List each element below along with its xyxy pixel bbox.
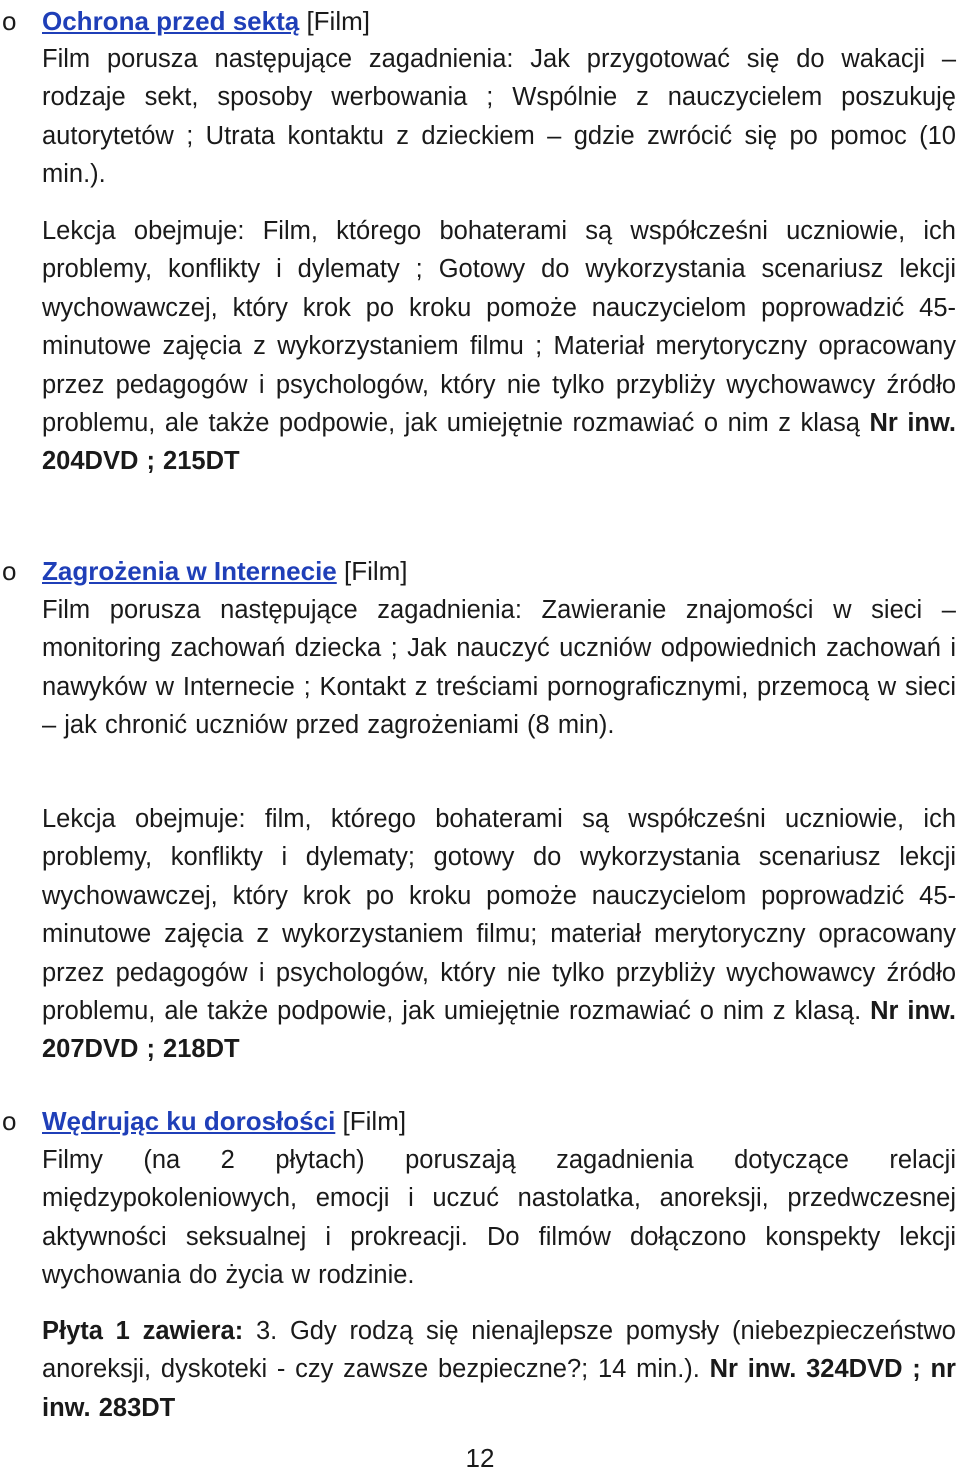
- disc-text: 3. Gdy rodzą się nienajlepsze pomysły (niebezpieczeństwo anoreksji, dyskoteki - czy zawsze bezpieczne?; 14 min.).: [42, 1317, 956, 1384]
- section-title-link[interactable]: Ochrona przed sektą: [42, 6, 300, 36]
- lesson-text: Lekcja obejmuje: Film, którego bohaterami są współcześni uczniowie, ich problemy, konflikty i dylematy ; Gotowy do wykorzystania scenariusz lekcji wychowawczej, który krok po kroku pomoże nauczycielom poprowadzić 45-minutowe zajęcia z wykorzystaniem filmu ; Materiał merytoryczny opracowany przez pedagogów i psychologów, który nie tylko przybliży wychowawcy źródło problemu, ale także podpowie, jak umiejętnie rozmawiać o nim z klasą: [42, 217, 956, 438]
- section-title-link[interactable]: Zagrożenia w Internecie: [42, 556, 337, 586]
- section-heading: [42, 552, 408, 590]
- inventory-number: Nr inw. 207DVD ; 218DT: [42, 997, 956, 1064]
- section-kind: [Film]: [342, 1106, 407, 1136]
- section-description: Film porusza następujące zagadnienia: Jak przygotować się do wakacji – rodzaje sekt, sposoby werbowania ; Wspólnie z nauczycielem poszukuję autorytetów ; Utrata kontaktu z dzieckiem – gdzie zwrócić się po pomoc (10 min.).: [42, 45, 956, 189]
- disc-contents: [42, 1312, 956, 1427]
- inventory-number: Nr inw. 324DVD ; nr inw. 283DT: [42, 1355, 956, 1422]
- bullet-marker: o: [2, 556, 17, 586]
- section-heading: [42, 2, 370, 40]
- section-heading: [42, 1102, 406, 1140]
- bullet-marker: o: [2, 6, 17, 36]
- bullet-marker: o: [2, 1106, 17, 1136]
- section-description: Film porusza następujące zagadnienia: Zawieranie znajomości w sieci – monitoring zachowań dziecka ; Jak nauczyć uczniów odpowiednich zachowań i nawyków w Internecie ; Kontakt z treściami pornograficznymi, przemocą w sieci – jak chronić uczniów przed zagrożeniami (8 min).: [42, 596, 956, 740]
- section-lesson: [42, 212, 956, 481]
- section-description: Filmy (na 2 płytach) poruszają zagadnienia dotyczące relacji międzypokoleniowych, emocji i uczuć nastolatka, anoreksji, przedwczesnej aktywności seksualnej i prokreacji. Do filmów dołączono konspekty lekcji wychowania do życia w rodzinie.: [42, 1146, 956, 1290]
- section-kind: [Film]: [343, 556, 408, 586]
- page-number: 12: [465, 1443, 495, 1473]
- section-kind: [Film]: [306, 6, 370, 36]
- disc-label: Płyta 1 zawiera:: [42, 1317, 244, 1345]
- inventory-number: Nr inw. 204DVD ; 215DT: [42, 409, 956, 476]
- section-title-link[interactable]: Wędrując ku dorosłości: [42, 1106, 336, 1136]
- lesson-text: Lekcja obejmuje: film, którego bohaterami są współcześni uczniowie, ich problemy, konflikty i dylematy; gotowy do wykorzystania scenariusz lekcji wychowawczej, który krok po kroku pomoże nauczycielom poprowadzić 45-minutowe zajęcia z wykorzystaniem filmu; materiał merytoryczny opracowany przez pedagogów i psychologów, który nie tylko przybliży wychowawcy źródło problemu, ale także podpowie, jak umiejętnie rozmawiać o nim z klasą.: [42, 805, 956, 1026]
- section-lesson: [42, 800, 956, 1069]
